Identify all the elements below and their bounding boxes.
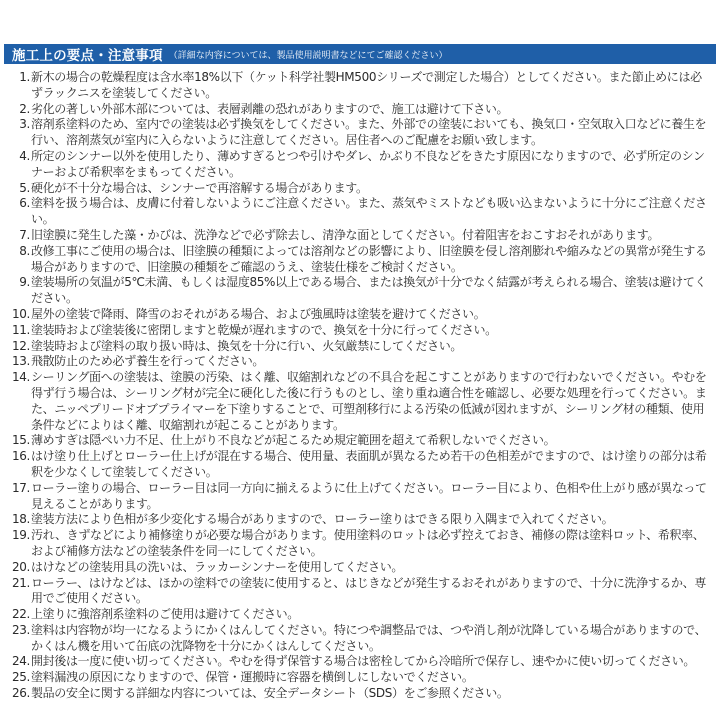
item-text: 屋外の塗装で降雨、降雪のおそれがある場合、および強風時は塗装を避けてください。 xyxy=(31,306,486,321)
item-text: 所定のシンナー以外を使用したり、薄めすぎるとつや引けやダレ、かぶり不良などをきたす原因になりますので、必ず所定のシンナーおよび希釈率をまもってください。 xyxy=(31,148,705,179)
list-item xyxy=(4,528,710,560)
list-item xyxy=(4,339,710,355)
item-number: 14. xyxy=(11,370,30,385)
item-text: はけ塗り仕上げとローラー仕上げが混在する場合、使用量、表面肌が異なるため若干の色相差がでますので、はけ塗りの部分は希釈を少なくして塗装してください。 xyxy=(31,449,707,479)
list-item xyxy=(4,354,710,370)
list-item xyxy=(4,607,710,623)
list-item xyxy=(4,433,710,449)
item-text: 製品の安全に関する詳細な内容については、安全データシート（SDS）をご参照ください。 xyxy=(31,686,509,701)
item-number: 8. xyxy=(19,243,30,258)
list-item xyxy=(4,307,710,323)
item-text: 塗装時および塗装後に密閉しますと乾燥が遅れますので、換気を十分に行ってください。 xyxy=(31,322,497,337)
item-number: 10. xyxy=(11,306,30,321)
item-number: 22. xyxy=(11,607,30,622)
item-number: 1. xyxy=(19,70,30,84)
list-item xyxy=(4,196,710,228)
item-text: 塗料漏洩の原因になりますので、保管・運搬時に容器を横倒しにしないでください。 xyxy=(31,670,474,685)
item-number: 12. xyxy=(11,338,30,353)
list-item xyxy=(4,149,710,181)
item-text: 塗装時および塗料の取り扱い時は、換気を十分に行い、火気厳禁にしてください。 xyxy=(31,338,463,353)
item-text: ローラー塗りの場合、ローラー目は同一方向に揃えるように仕上げてください。ローラー目により、色相や仕上がり感が異なって見えることがあります。 xyxy=(31,480,707,511)
list-item xyxy=(4,181,710,197)
item-number: 4. xyxy=(19,148,30,163)
item-text: 溶剤系塗料のため、室内での塗装は必ず換気をしてください。また、外部での塗装においても、換気口・空気取入口などに養生を行い、溶剤蒸気が室内に入らないように注意してください。居住者へのご配慮をお願い致します。 xyxy=(31,117,707,148)
list-item xyxy=(4,670,710,686)
list-item xyxy=(4,70,710,102)
list-item xyxy=(4,244,710,276)
list-item xyxy=(4,117,710,149)
list-item xyxy=(4,102,710,118)
item-number: 25. xyxy=(11,670,30,685)
list-item xyxy=(4,228,710,244)
item-number: 20. xyxy=(11,559,30,574)
item-number: 15. xyxy=(11,433,30,448)
list-item xyxy=(4,449,710,481)
item-text: 劣化の著しい外部木部については、表層剥離の恐れがありますので、施工は避けて下さい。 xyxy=(31,101,509,116)
item-number: 5. xyxy=(19,180,30,195)
item-number: 7. xyxy=(19,227,30,242)
item-text: シーリング面への塗装は、塗膜の汚染、はく離、収縮割れなどの不具合を起こすことがありますので行わないでください。やむを得ず行う場合は、シーリング材が完全に硬化した後に行うものとし、塗り重ね適合性を確認し、必要な処理を行ってください。また、ニッペプリードオブプライマーを下塗りすることで、可塑剤移行による汚染の低減が図れますが、シーリング材の種類、使用条件などによりはく離、収縮割れが起こることがあります。 xyxy=(31,370,707,432)
list-item xyxy=(4,512,710,528)
item-number: 21. xyxy=(11,575,30,590)
item-text: 硬化が不十分な場合は、シンナーで再溶解する場合があります。 xyxy=(31,180,368,195)
item-number: 23. xyxy=(11,622,30,637)
item-number: 13. xyxy=(11,354,30,369)
item-text: 改修工事にご使用の場合は、旧塗膜の種類によっては溶剤などの影響により、旧塗膜を侵し溶剤膨れや縮みなどの異常が発生する場合がありますので、旧塗膜の種類をご確認のうえ、塗装仕様をご検討ください。 xyxy=(31,243,707,274)
precautions-list xyxy=(4,70,710,702)
section-title: 施工上の要点・注意事項 xyxy=(12,48,163,64)
item-number: 26. xyxy=(11,686,30,701)
item-text: 旧塗膜に発生した藻・かびは、洗浄などで必ず除去し、清浄な面としてください。付着阻害をおこすおそれがあります。 xyxy=(31,227,660,242)
item-text: はけなどの塗装用具の洗いは、ラッカーシンナーを使用してください。 xyxy=(31,559,404,574)
list-item xyxy=(4,654,710,670)
item-text: 飛散防止のため必ず養生を行ってください。 xyxy=(31,354,265,369)
item-number: 17. xyxy=(11,480,30,495)
list-item xyxy=(4,370,710,433)
section-header xyxy=(4,44,716,64)
item-number: 6. xyxy=(19,196,30,211)
list-item xyxy=(4,686,710,702)
item-number: 3. xyxy=(19,117,30,132)
list-item xyxy=(4,275,710,307)
item-text: 汚れ、きずなどにより補修塗りが必要な場合があります。使用塗料のロットは必ず控えておき、補修の際は塗料ロット、希釈率、および補修方法などの塗装条件を同一にしてください。 xyxy=(31,528,705,558)
list-item xyxy=(4,481,710,513)
item-number: 24. xyxy=(11,654,30,669)
item-number: 9. xyxy=(19,275,30,290)
item-text: 薄めすぎは隠ぺい力不足、仕上がり不良などが起こるため規定範囲を超えて希釈しないでください。 xyxy=(31,433,556,448)
item-number: 2. xyxy=(19,101,30,116)
item-text: 塗料は内容物が均一になるようにかくはんしてください。特につや調整品では、つや消し剤が沈降している場合がありますので、かくはん機を用いて缶底の沈降物を十分にかくはんしてください。 xyxy=(31,622,707,653)
item-text: 塗料を扱う場合は、皮膚に付着しないようにご注意ください。また、蒸気やミストなども吸い込まないように十分にご注意ください。 xyxy=(31,196,707,227)
section-subtitle: （詳細な内容については、製品使用説明書などにてご確認ください） xyxy=(168,50,448,61)
item-number: 11. xyxy=(11,322,30,337)
item-text: ローラー、はけなどは、ほかの塗料での塗装に使用すると、はじきなどが発生するおそれがありますので、十分に洗浄するか、専用でご使用ください。 xyxy=(31,575,706,606)
list-item xyxy=(4,323,710,339)
item-text: 開封後は一度に使い切ってください。やむを得ず保管する場合は密栓してから冷暗所で保存し、速やかに使い切ってください。 xyxy=(31,654,696,669)
list-item xyxy=(4,560,710,576)
item-number: 16. xyxy=(11,449,30,464)
item-number: 18. xyxy=(11,512,30,527)
item-text: 塗装場所の気温が5℃未満、もしくは湿度85%以上である場合、または換気が十分でなく結露が考えられる場合、塗装は避けてください。 xyxy=(31,275,707,306)
list-item xyxy=(4,623,710,655)
item-text: 上塗りに強溶剤系塗料のご使用は避けてください。 xyxy=(31,607,299,622)
list-item xyxy=(4,576,710,608)
item-text: 新木の場合の乾燥程度は含水率18%以下（ケット科学社製HM500シリーズで測定した場合）としてください。また節止めには必ずラックニスを塗装してください。 xyxy=(31,70,702,100)
item-text: 塗装方法により色相が多少変化する場合がありますので、ローラー塗りはできる限り入隅まで入れてください。 xyxy=(31,512,614,527)
item-number: 19. xyxy=(11,528,30,543)
